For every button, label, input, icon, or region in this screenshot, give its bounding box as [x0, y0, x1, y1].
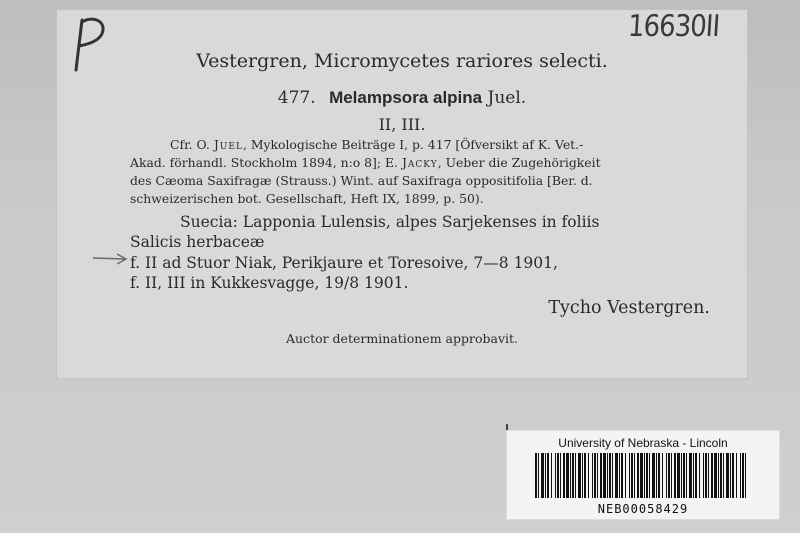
- reference-line-4: schweizerischen bot. Gesellschaft, Heft IX, 1899, p. 50).: [130, 191, 484, 206]
- barcode-number: NEB00058429: [597, 502, 689, 516]
- species-name: Melampsora alpina: [329, 88, 483, 107]
- herbarium-barcode-label: [506, 430, 780, 520]
- locality-line-2: Salicis herbaceæ: [130, 233, 265, 251]
- locality-line-4: f. II, III in Kukkesvagge, 19/8 1901.: [130, 274, 409, 292]
- locality-line-3: f. II ad Stuor Niak, Perikjaure et Toresoive, 7—8 1901,: [130, 254, 558, 272]
- series-title: Vestergren, Micromycetes rariores selecti.: [196, 50, 608, 72]
- spore-stages: II, III.: [378, 115, 426, 134]
- reference-line-3: des Cæoma Saxifragæ (Strauss.) Wint. auf Saxifraga oppositifolia [Ber. d.: [130, 173, 593, 188]
- collector-name: Tycho Vestergren.: [548, 298, 710, 318]
- reference-line-2: Akad. förhandl. Stockholm 1894, n:o 8]; E. Jacky, Ueber die Zugehörigkeit: [130, 155, 601, 170]
- institution-name: University of Nebraska - Lincoln: [558, 436, 728, 450]
- barcode: [535, 453, 750, 498]
- determination-note: Auctor determinationem approbavit.: [285, 331, 518, 346]
- exsiccata-number: 477.: [277, 88, 316, 108]
- locality-line-1: Suecia: Lapponia Lulensis, alpes Sarjekenses in foliis: [180, 213, 600, 231]
- handwritten-catalog-number: 16630II: [626, 9, 721, 45]
- species-author: Juel.: [487, 88, 527, 108]
- species-line: [57, 88, 747, 108]
- handwritten-arrow-icon: [91, 252, 129, 266]
- reference-line-1: Cfr. O. Juel, Mykologische Beiträge I, p. 417 [Öfversikt af K. Vet.-: [170, 137, 584, 152]
